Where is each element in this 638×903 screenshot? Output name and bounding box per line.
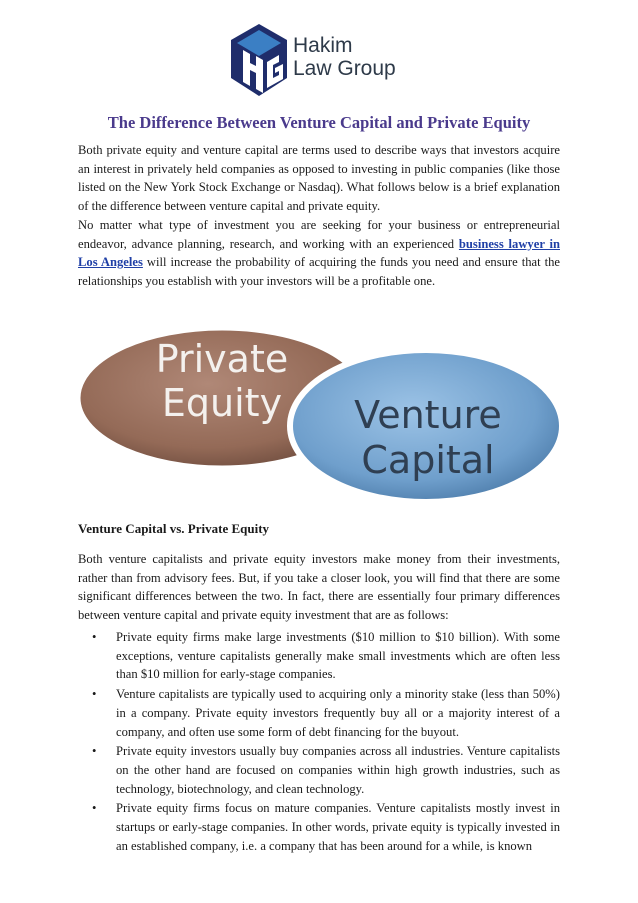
list-item <box>78 628 560 684</box>
intro-paragraph-2 <box>78 216 560 291</box>
logo-line-1: Hakim <box>293 34 353 57</box>
logo-wordmark <box>293 34 396 80</box>
paragraph-text: No matter what type of investment you are seeking for your business or entrepreneurial endeavor, advance planning, research, and working with an experienced <box>78 218 560 251</box>
list-item-text: Private equity firms make large investments ($10 million to $10 billion). With some exceptions, venture capitalists generally make small investments which are often less than $10 million for early-stage companies. <box>116 630 560 682</box>
venture-label-line-2: Capital <box>361 438 495 482</box>
logo-line-2: Law Group <box>293 57 396 80</box>
private-label-line-2: Equity <box>161 381 283 425</box>
private-label-line-1: Private <box>155 337 289 381</box>
list-item-text: Venture capitalists are typically used to acquiring only a minority stake (less than 50%) in a company. Private equity investors frequently buy all or a majority interest of a company, and often use some form of debt financing for the buyout. <box>116 687 560 739</box>
pe-vc-illustration <box>76 318 562 504</box>
venture-label-line-1: Venture <box>354 393 502 437</box>
list-item-text: Private equity firms focus on mature companies. Venture capitalists mostly invest in startups or early-stage companies. In other words, private equity is typically invested in an established company, i.e. a company that has been around for a while, is known <box>116 801 560 853</box>
list-item <box>78 685 560 741</box>
list-item <box>78 742 560 798</box>
company-logo <box>229 22 429 100</box>
differences-list <box>78 628 560 856</box>
intro-paragraph-1: Both private equity and venture capital are terms used to describe ways that investors acquire an interest in privately held companies as opposed to investing in public companies (like those listed on the New York Stock Exchange or Nasdaq). What follows below is a brief explanation of the difference between venture capital and private equity. <box>78 143 560 214</box>
list-item-text: Private equity investors usually buy companies across all industries. Venture capitalists on the other hand are focused on companies within high growth industries, such as technology, biotechnology, and clean technology. <box>116 744 560 796</box>
bullet-icon: • <box>92 744 97 759</box>
paragraph-text: will increase the probability of acquiring the funds you need and ensure that the relationships you establish with your investors will be a profitable one. <box>78 255 560 289</box>
bullet-icon: • <box>92 801 97 816</box>
list-item <box>78 799 560 855</box>
business-lawyer-link[interactable]: business lawyer in Los Angeles <box>78 236 560 270</box>
bullet-icon: • <box>92 630 97 644</box>
hlg-logo-icon <box>229 22 289 98</box>
page-title: The Difference Between Venture Capital and Private Equity <box>107 113 531 132</box>
section-heading: Venture Capital vs. Private Equity <box>78 521 270 536</box>
bullet-icon: • <box>92 687 97 702</box>
section-paragraph: Both venture capitalists and private equity investors make money from their investments, rather than from advisory fees. But, if you take a closer look, you will find that there are some significant differences between the two. In fact, there are essentially four primary differences between venture capital and private equity investment that are as follows: <box>78 552 560 623</box>
